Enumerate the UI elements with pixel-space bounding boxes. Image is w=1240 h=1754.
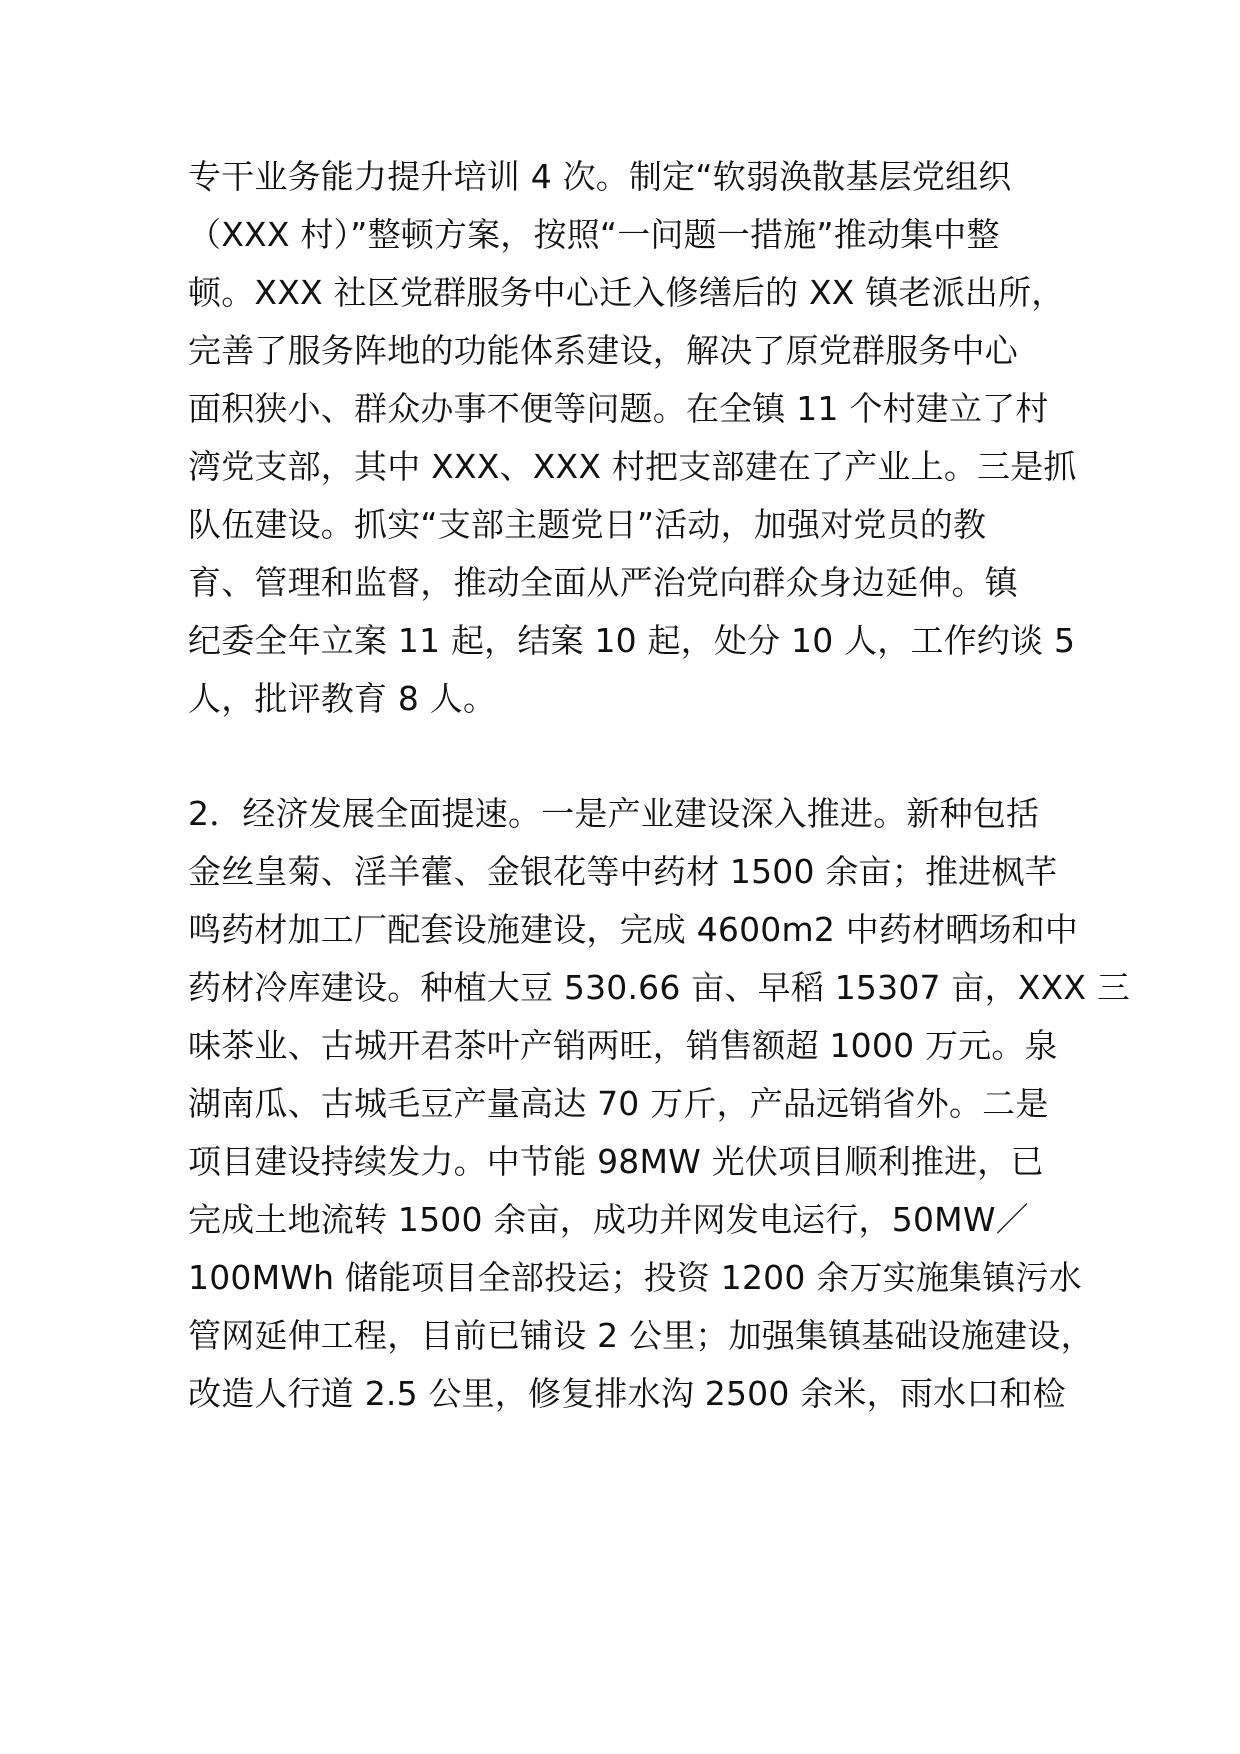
text-line: 完善了服务阵地的功能体系建设，解决了原党群服务中心	[188, 331, 1018, 370]
text-line: 顿。XXX 社区党群服务中心迁入修缮后的 XX 镇老派出所，	[188, 273, 1065, 312]
text-line: 面积狭小、群众办事不便等问题。在全镇 11 个村建立了村	[188, 389, 1049, 428]
text-line: 金丝皇菊、淫羊藿、金银花等中药材 1500 余亩；推进枫芊	[188, 852, 1058, 891]
text-line: 人，批评教育 8 人。	[188, 679, 497, 718]
text-line: 完成土地流转 1500 余亩，成功并网发电运行，50MW／	[188, 1200, 1029, 1239]
text-line: 药材冷库建设。种植大豆 530.66 亩、早稻 15307 亩，XXX 三	[188, 968, 1131, 1007]
text-line: 湾党支部，其中 XXX、XXX 村把支部建在了产业上。三是抓	[188, 447, 1077, 486]
text-line: 育、管理和监督，推动全面从严治党向群众身边延伸。镇	[188, 563, 1018, 602]
text-line: 湖南瓜、古城毛豆产量高达 70 万斤，产品远销省外。二是	[188, 1084, 1049, 1123]
text-line: 改造人行道 2.5 公里，修复排水沟 2500 余米，雨水口和检	[188, 1374, 1066, 1413]
text-line: 专干业务能力提升培训 4 次。制定“软弱涣散基层党组织	[188, 157, 1012, 196]
text-line: 味茶业、古城开君茶叶产销两旺，销售额超 1000 万元。泉	[188, 1026, 1058, 1065]
text-line: （XXX 村）”整顿方案，按照“一问题一措施”推动集中整	[188, 215, 1000, 254]
text-line: 管网延伸工程，目前已铺设 2 公里；加强集镇基础设施建设，	[188, 1316, 1094, 1355]
text-line: 鸣药材加工厂配套设施建设，完成 4600m2 中药材晒场和中	[188, 910, 1079, 949]
text-line: 100MWh 储能项目全部投运；投资 1200 余万实施集镇污水	[188, 1258, 1082, 1297]
text-line: 2．经济发展全面提速。一是产业建设深入推进。新种包括	[188, 794, 1040, 833]
text-line: 纪委全年立案 11 起，结案 10 起，处分 10 人，工作约谈 5	[188, 621, 1076, 660]
text-line: 项目建设持续发力。中节能 98MW 光伏项目顺利推进，已	[188, 1142, 1044, 1181]
text-line: 队伍建设。抓实“支部主题党日”活动，加强对党员的教	[188, 505, 987, 544]
